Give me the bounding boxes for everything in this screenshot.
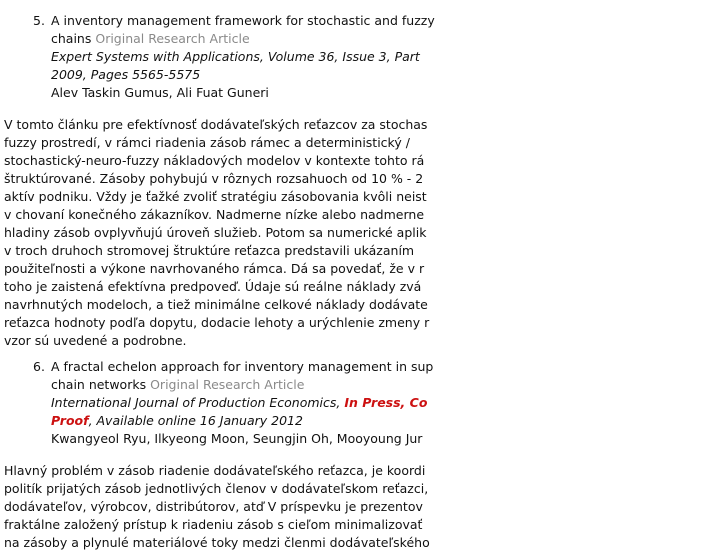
article-title-cont[interactable]: chains xyxy=(51,31,92,46)
article-type-label: Original Research Article xyxy=(150,377,305,392)
article-title-line2[interactable] xyxy=(51,30,250,47)
abstract-line: reťazca hodnoty podľa dopytu, dodacie lehoty a urýchlenie zmeny r xyxy=(4,315,430,330)
article-title-link[interactable]: A fractal echelon approach for inventory management in sup xyxy=(51,359,434,374)
authors: Kwangyeol Ryu, Ilkyeong Moon, Seungjin Oh, Mooyoung Jur xyxy=(51,431,423,446)
abstract-line: fraktálne založený prístup k riadeniu zásob s cieľom minimalizovať xyxy=(4,517,423,532)
result-number: 5. xyxy=(33,13,45,28)
abstract-line: V tomto článku pre efektívnosť dodávateľských reťazcov za stochas xyxy=(4,117,428,132)
abstract-line: v troch druhoch stromovej štruktúre reťazca predstavili ukázaním xyxy=(4,243,415,258)
availability-date: , Available online 16 January 2012 xyxy=(88,413,303,428)
article-type-label: Original Research Article xyxy=(95,31,250,46)
abstract-line: vzor sú uvedené a podrobne. xyxy=(4,333,187,348)
abstract-line: hladiny zásob ovplyvňujú úroveň služieb. Potom sa numerické aplik xyxy=(4,225,427,240)
journal-info-cont: 2009, Pages 5565-5575 xyxy=(51,67,201,82)
journal-name: International Journal of Production Economics, xyxy=(51,395,345,410)
abstract-line: navrhnutých modeloch, a tiež minimálne celkové náklady dodávate xyxy=(4,297,428,312)
abstract-line: použiteľnosti a výkone navrhovaného rámca. Dá sa povedať, že v r xyxy=(4,261,425,276)
abstract-line: aktív podniku. Vždy je ťažké zvoliť stratégiu zásobovania kvôli neist xyxy=(4,189,427,204)
abstract-line: fuzzy prostredí, v rámci riadenia zásob rámec a deterministický / xyxy=(4,135,410,150)
abstract-line: stochastický-neuro-fuzzy nákladových modelov v kontexte tohto rá xyxy=(4,153,425,168)
abstract-line: dodávateľov, výrobcov, distribútorov, atď V príspevku je prezentov xyxy=(4,499,423,514)
authors: Alev Taskin Gumus, Ali Fuat Guneri xyxy=(51,85,269,100)
journal-info: Expert Systems with Applications, Volume 36, Issue 3, Part xyxy=(51,49,420,64)
article-title-link[interactable]: A inventory management framework for stochastic and fuzzy xyxy=(51,13,435,28)
abstract-line: politík prijatých zásob jednotlivých členov v dodávateľskom reťazci, xyxy=(4,481,429,496)
abstract-line: Hlavný problém v zásob riadenie dodávateľského reťazca, je koordi xyxy=(4,463,426,478)
journal-info xyxy=(51,394,427,411)
in-press-badge: In Press, Co xyxy=(344,395,428,410)
in-press-badge-cont: Proof xyxy=(51,413,89,428)
abstract-line: štruktúrované. Zásoby pohybujú v rôznych rozsahuoch od 10 % - 2 xyxy=(4,171,424,186)
article-title-cont[interactable]: chain networks xyxy=(51,377,147,392)
result-number: 6. xyxy=(33,359,45,374)
abstract-line: na zásoby a plynulé materiálové toky medzi členmi dodávateľského xyxy=(4,535,430,550)
journal-info-cont xyxy=(51,412,303,429)
article-title-line2[interactable] xyxy=(51,376,304,393)
abstract-line: v chovaní konečného zákazníkov. Nadmerne nízke alebo nadmerne xyxy=(4,207,425,222)
abstract-line: toho je zaistená efektívna predpoveď. Údaje sú reálne náklady zvá xyxy=(4,279,422,294)
